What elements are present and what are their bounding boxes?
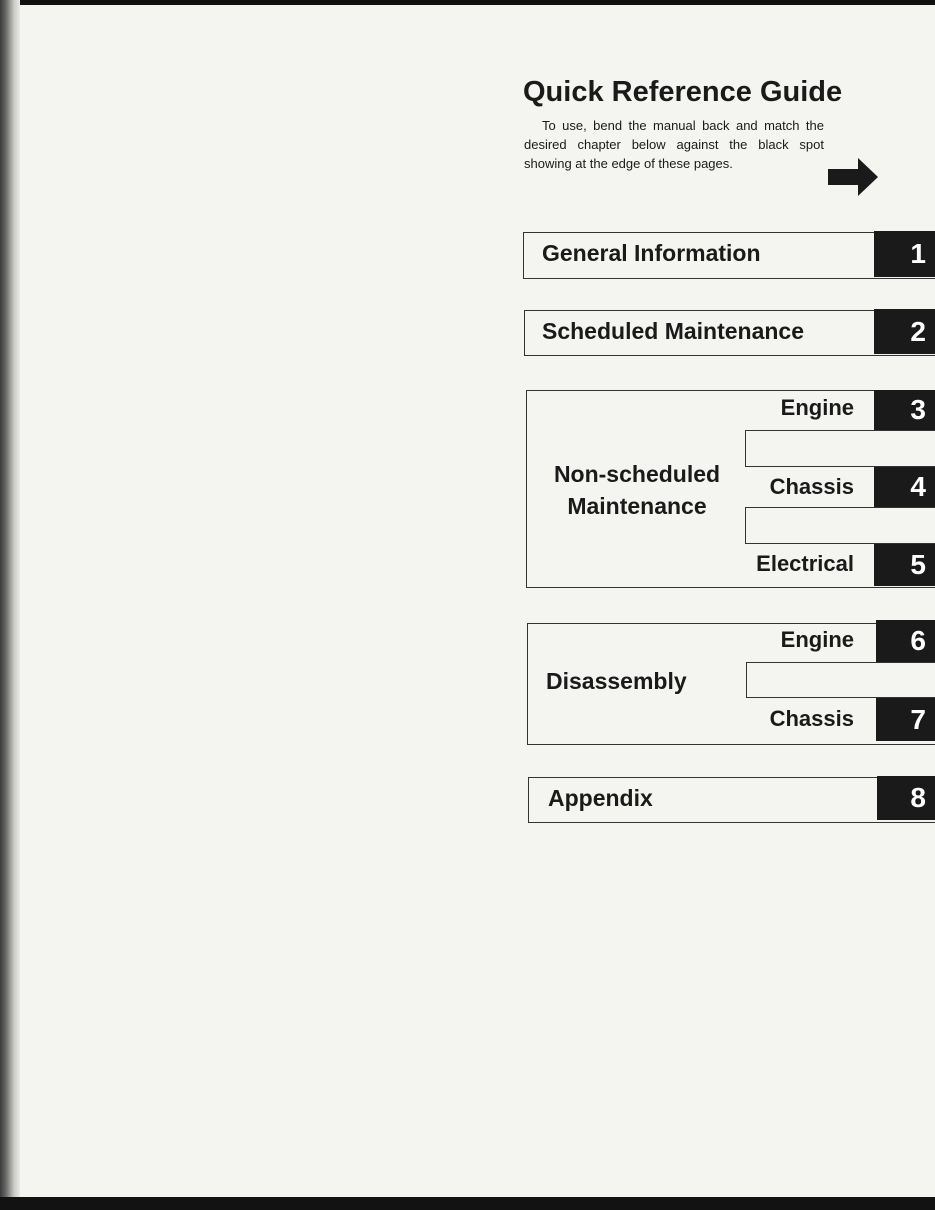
- tab-gap-6-7: [746, 662, 935, 698]
- disassembly-chassis-label[interactable]: Chassis: [769, 706, 854, 731]
- instructions-text: To use, bend the manual back and match the desired chapter below against the black spot showing at the edge of these pages.: [524, 118, 824, 171]
- nonscheduled-engine-label[interactable]: Engine: [780, 395, 854, 420]
- nonscheduled-label: [540, 458, 734, 522]
- section-scheduled-label: Scheduled Maintenance: [542, 318, 805, 344]
- chapter-tab-7[interactable]: 7: [876, 698, 935, 741]
- page-title: Quick Reference Guide: [523, 76, 843, 108]
- section-appendix-label: Appendix: [548, 785, 653, 811]
- section-general-label: General Information: [542, 240, 761, 266]
- nonscheduled-label-line1: Non-scheduled: [553, 461, 721, 487]
- page-bottom-edge: [0, 1197, 935, 1210]
- page-top-edge: [0, 0, 935, 5]
- chapter-tab-2[interactable]: 2: [874, 309, 935, 354]
- chapter-tab-3[interactable]: 3: [874, 390, 935, 430]
- nonscheduled-electrical-label[interactable]: Electrical: [756, 551, 854, 576]
- nonscheduled-chassis-label[interactable]: Chassis: [769, 474, 854, 499]
- chapter-tab-5[interactable]: 5: [874, 544, 935, 586]
- chapter-tab-4[interactable]: 4: [874, 467, 935, 507]
- disassembly-engine-label[interactable]: Engine: [780, 627, 854, 652]
- tab-gap-4-5: [745, 507, 935, 544]
- chapter-tab-8[interactable]: 8: [877, 776, 935, 820]
- chapter-tab-1[interactable]: 1: [874, 231, 935, 277]
- nonscheduled-label-line2: Maintenance: [567, 493, 707, 519]
- arrow-right-icon: [828, 158, 880, 196]
- tab-gap-3-4: [745, 430, 935, 467]
- disassembly-label: Disassembly: [546, 668, 687, 694]
- page-binding-shadow: [0, 0, 20, 1210]
- chapter-tab-6[interactable]: 6: [876, 620, 935, 662]
